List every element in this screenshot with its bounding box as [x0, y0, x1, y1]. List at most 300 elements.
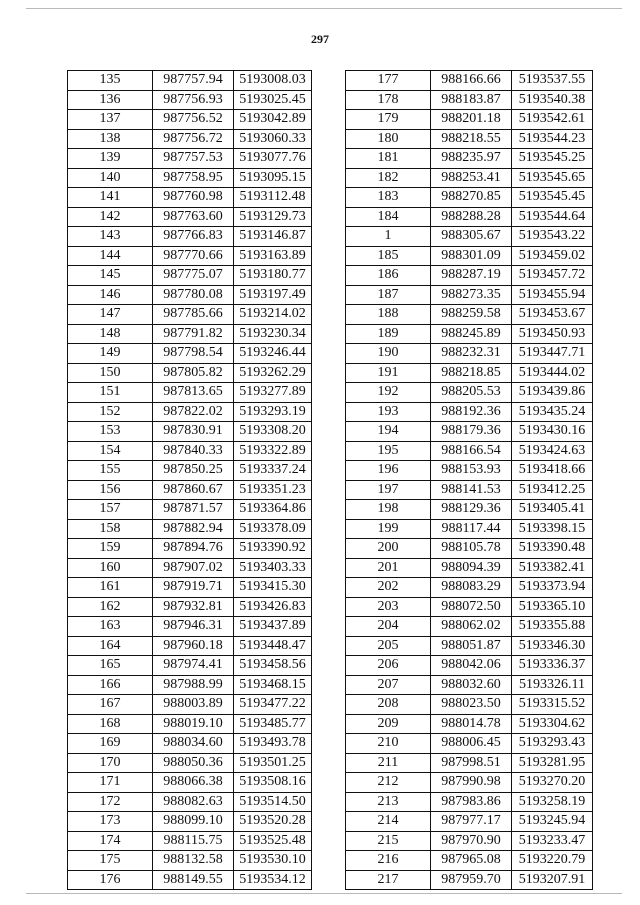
- y-coordinate-cell: 5193493.78: [234, 734, 312, 754]
- x-coordinate-cell: 988132.58: [153, 851, 234, 871]
- y-coordinate-cell: 5193112.48: [234, 188, 312, 208]
- table-row: [346, 539, 593, 559]
- x-coordinate-cell: 987990.98: [431, 773, 512, 793]
- x-coordinate-cell: 987763.60: [153, 207, 234, 227]
- x-coordinate-cell: 987907.02: [153, 558, 234, 578]
- x-coordinate-cell: 987965.08: [431, 851, 512, 871]
- table-row: [346, 71, 593, 91]
- point-number-cell: 184: [346, 207, 431, 227]
- x-coordinate-cell: 988019.10: [153, 714, 234, 734]
- table-row: [68, 149, 312, 169]
- y-coordinate-cell: 5193468.15: [234, 675, 312, 695]
- table-row: [68, 773, 312, 793]
- table-row: [346, 285, 593, 305]
- y-coordinate-cell: 5193457.72: [512, 266, 593, 286]
- point-number-cell: 189: [346, 324, 431, 344]
- table-row: [346, 695, 593, 715]
- x-coordinate-cell: 987988.99: [153, 675, 234, 695]
- x-coordinate-cell: 987894.76: [153, 539, 234, 559]
- point-number-cell: 174: [68, 831, 153, 851]
- table-row: [68, 656, 312, 676]
- point-number-cell: 206: [346, 656, 431, 676]
- x-coordinate-cell: 987959.70: [431, 870, 512, 890]
- y-coordinate-cell: 5193095.15: [234, 168, 312, 188]
- x-coordinate-cell: 988072.50: [431, 597, 512, 617]
- table-row: [68, 363, 312, 383]
- point-number-cell: 165: [68, 656, 153, 676]
- x-coordinate-cell: 988032.60: [431, 675, 512, 695]
- x-coordinate-cell: 988273.35: [431, 285, 512, 305]
- y-coordinate-cell: 5193060.33: [234, 129, 312, 149]
- y-coordinate-cell: 5193540.38: [512, 90, 593, 110]
- table-row: [68, 714, 312, 734]
- y-coordinate-cell: 5193277.89: [234, 383, 312, 403]
- x-coordinate-cell: 987977.17: [431, 812, 512, 832]
- y-coordinate-cell: 5193355.88: [512, 617, 593, 637]
- y-coordinate-cell: 5193008.03: [234, 71, 312, 91]
- x-coordinate-cell: 988232.31: [431, 344, 512, 364]
- y-coordinate-cell: 5193365.10: [512, 597, 593, 617]
- x-coordinate-cell: 987756.93: [153, 90, 234, 110]
- point-number-cell: 166: [68, 675, 153, 695]
- point-number-cell: 173: [68, 812, 153, 832]
- x-coordinate-cell: 987946.31: [153, 617, 234, 637]
- x-coordinate-cell: 988259.58: [431, 305, 512, 325]
- y-coordinate-cell: 5193245.94: [512, 812, 593, 832]
- point-number-cell: 143: [68, 227, 153, 247]
- table-row: [68, 90, 312, 110]
- point-number-cell: 155: [68, 461, 153, 481]
- table-row: [68, 402, 312, 422]
- point-number-cell: 148: [68, 324, 153, 344]
- table-row: [68, 71, 312, 91]
- y-coordinate-cell: 5193542.61: [512, 110, 593, 130]
- point-number-cell: 145: [68, 266, 153, 286]
- table-row: [68, 422, 312, 442]
- x-coordinate-cell: 988166.66: [431, 71, 512, 91]
- table-row: [346, 324, 593, 344]
- y-coordinate-cell: 5193477.22: [234, 695, 312, 715]
- point-number-cell: 211: [346, 753, 431, 773]
- table-row: [68, 675, 312, 695]
- y-coordinate-cell: 5193545.65: [512, 168, 593, 188]
- table-row: [68, 558, 312, 578]
- y-coordinate-cell: 5193258.19: [512, 792, 593, 812]
- table-row: [68, 285, 312, 305]
- x-coordinate-cell: 988094.39: [431, 558, 512, 578]
- point-number-cell: 186: [346, 266, 431, 286]
- point-number-cell: 158: [68, 519, 153, 539]
- table-row: [346, 870, 593, 890]
- y-coordinate-cell: 5193430.16: [512, 422, 593, 442]
- x-coordinate-cell: 987860.67: [153, 480, 234, 500]
- point-number-cell: 202: [346, 578, 431, 598]
- coordinates-table-right: [345, 70, 593, 890]
- x-coordinate-cell: 988183.87: [431, 90, 512, 110]
- table-row: [346, 831, 593, 851]
- point-number-cell: 152: [68, 402, 153, 422]
- point-number-cell: 162: [68, 597, 153, 617]
- x-coordinate-cell: 988218.85: [431, 363, 512, 383]
- table-row: [346, 168, 593, 188]
- table-row: [346, 110, 593, 130]
- point-number-cell: 208: [346, 695, 431, 715]
- y-coordinate-cell: 5193453.67: [512, 305, 593, 325]
- x-coordinate-cell: 987983.86: [431, 792, 512, 812]
- table-row: [68, 207, 312, 227]
- y-coordinate-cell: 5193458.56: [234, 656, 312, 676]
- x-coordinate-cell: 988034.60: [153, 734, 234, 754]
- point-number-cell: 140: [68, 168, 153, 188]
- y-coordinate-cell: 5193437.89: [234, 617, 312, 637]
- table-row: [346, 792, 593, 812]
- x-coordinate-cell: 987756.52: [153, 110, 234, 130]
- page-number: 297: [311, 32, 329, 46]
- table-row: [68, 578, 312, 598]
- x-coordinate-cell: 987919.71: [153, 578, 234, 598]
- table-row: [346, 578, 593, 598]
- table-row: [346, 656, 593, 676]
- point-number-cell: 178: [346, 90, 431, 110]
- table-row: [346, 90, 593, 110]
- x-coordinate-cell: 987775.07: [153, 266, 234, 286]
- table-row: [68, 227, 312, 247]
- x-coordinate-cell: 987780.08: [153, 285, 234, 305]
- point-number-cell: 175: [68, 851, 153, 871]
- point-number-cell: 196: [346, 461, 431, 481]
- x-coordinate-cell: 987882.94: [153, 519, 234, 539]
- point-number-cell: 192: [346, 383, 431, 403]
- point-number-cell: 183: [346, 188, 431, 208]
- x-coordinate-cell: 987998.51: [431, 753, 512, 773]
- table-row: [346, 597, 593, 617]
- table-row: [346, 851, 593, 871]
- x-coordinate-cell: 988117.44: [431, 519, 512, 539]
- x-coordinate-cell: 987770.66: [153, 246, 234, 266]
- x-coordinate-cell: 987798.54: [153, 344, 234, 364]
- y-coordinate-cell: 5193390.92: [234, 539, 312, 559]
- y-coordinate-cell: 5193293.19: [234, 402, 312, 422]
- point-number-cell: 180: [346, 129, 431, 149]
- y-coordinate-cell: 5193390.48: [512, 539, 593, 559]
- table-row: [346, 500, 593, 520]
- point-number-cell: 176: [68, 870, 153, 890]
- table-row: [346, 714, 593, 734]
- table-row: [346, 129, 593, 149]
- y-coordinate-cell: 5193233.47: [512, 831, 593, 851]
- y-coordinate-cell: 5193508.16: [234, 773, 312, 793]
- x-coordinate-cell: 987757.94: [153, 71, 234, 91]
- y-coordinate-cell: 5193180.77: [234, 266, 312, 286]
- y-coordinate-cell: 5193398.15: [512, 519, 593, 539]
- table-row: [346, 812, 593, 832]
- point-number-cell: 197: [346, 480, 431, 500]
- y-coordinate-cell: 5193230.34: [234, 324, 312, 344]
- x-coordinate-cell: 987960.18: [153, 636, 234, 656]
- y-coordinate-cell: 5193412.25: [512, 480, 593, 500]
- table-row: [346, 207, 593, 227]
- table-row: [346, 675, 593, 695]
- x-coordinate-cell: 987758.95: [153, 168, 234, 188]
- x-coordinate-cell: 988149.55: [153, 870, 234, 890]
- y-coordinate-cell: 5193544.64: [512, 207, 593, 227]
- x-coordinate-cell: 987760.98: [153, 188, 234, 208]
- y-coordinate-cell: 5193543.22: [512, 227, 593, 247]
- x-coordinate-cell: 987830.91: [153, 422, 234, 442]
- x-coordinate-cell: 988082.63: [153, 792, 234, 812]
- point-number-cell: 205: [346, 636, 431, 656]
- point-number-cell: 146: [68, 285, 153, 305]
- table-row: [346, 383, 593, 403]
- point-number-cell: 159: [68, 539, 153, 559]
- point-number-cell: 207: [346, 675, 431, 695]
- y-coordinate-cell: 5193501.25: [234, 753, 312, 773]
- x-coordinate-cell: 987840.33: [153, 441, 234, 461]
- point-number-cell: 139: [68, 149, 153, 169]
- point-number-cell: 160: [68, 558, 153, 578]
- point-number-cell: 172: [68, 792, 153, 812]
- x-coordinate-cell: 988235.97: [431, 149, 512, 169]
- x-coordinate-cell: 987756.72: [153, 129, 234, 149]
- x-coordinate-cell: 988042.06: [431, 656, 512, 676]
- table-row: [68, 461, 312, 481]
- point-number-cell: 182: [346, 168, 431, 188]
- x-coordinate-cell: 988006.45: [431, 734, 512, 754]
- y-coordinate-cell: 5193545.45: [512, 188, 593, 208]
- y-coordinate-cell: 5193378.09: [234, 519, 312, 539]
- x-coordinate-cell: 988050.36: [153, 753, 234, 773]
- bottom-rule: [26, 893, 622, 894]
- point-number-cell: 153: [68, 422, 153, 442]
- y-coordinate-cell: 5193544.23: [512, 129, 593, 149]
- x-coordinate-cell: 988201.18: [431, 110, 512, 130]
- table-row: [346, 266, 593, 286]
- point-number-cell: 137: [68, 110, 153, 130]
- y-coordinate-cell: 5193025.45: [234, 90, 312, 110]
- x-coordinate-cell: 988288.28: [431, 207, 512, 227]
- table-row: [346, 753, 593, 773]
- table-row: [346, 402, 593, 422]
- table-row: [68, 344, 312, 364]
- table-row: [68, 753, 312, 773]
- x-coordinate-cell: 988287.19: [431, 266, 512, 286]
- y-coordinate-cell: 5193435.24: [512, 402, 593, 422]
- table-row: [346, 305, 593, 325]
- table-row: [68, 168, 312, 188]
- table-row: [68, 851, 312, 871]
- table-row: [346, 188, 593, 208]
- x-coordinate-cell: 988105.78: [431, 539, 512, 559]
- y-coordinate-cell: 5193444.02: [512, 363, 593, 383]
- table-row: [68, 792, 312, 812]
- y-coordinate-cell: 5193262.29: [234, 363, 312, 383]
- table-row: [68, 441, 312, 461]
- y-coordinate-cell: 5193403.33: [234, 558, 312, 578]
- x-coordinate-cell: 988099.10: [153, 812, 234, 832]
- point-number-cell: 188: [346, 305, 431, 325]
- x-coordinate-cell: 988218.55: [431, 129, 512, 149]
- x-coordinate-cell: 988245.89: [431, 324, 512, 344]
- y-coordinate-cell: 5193197.49: [234, 285, 312, 305]
- point-number-cell: 193: [346, 402, 431, 422]
- table-row: [68, 519, 312, 539]
- point-number-cell: 209: [346, 714, 431, 734]
- table-row: [346, 461, 593, 481]
- table-row: [68, 870, 312, 890]
- y-coordinate-cell: 5193459.02: [512, 246, 593, 266]
- table-row: [346, 422, 593, 442]
- y-coordinate-cell: 5193514.50: [234, 792, 312, 812]
- point-number-cell: 213: [346, 792, 431, 812]
- point-number-cell: 150: [68, 363, 153, 383]
- x-coordinate-cell: 987850.25: [153, 461, 234, 481]
- point-number-cell: 141: [68, 188, 153, 208]
- table-row: [68, 539, 312, 559]
- y-coordinate-cell: 5193418.66: [512, 461, 593, 481]
- y-coordinate-cell: 5193042.89: [234, 110, 312, 130]
- table-row: [68, 266, 312, 286]
- table-row: [68, 110, 312, 130]
- point-number-cell: 161: [68, 578, 153, 598]
- y-coordinate-cell: 5193336.37: [512, 656, 593, 676]
- point-number-cell: 136: [68, 90, 153, 110]
- y-coordinate-cell: 5193450.93: [512, 324, 593, 344]
- table-body-left: [68, 71, 312, 890]
- point-number-cell: 195: [346, 441, 431, 461]
- y-coordinate-cell: 5193077.76: [234, 149, 312, 169]
- y-coordinate-cell: 5193315.52: [512, 695, 593, 715]
- table-row: [346, 227, 593, 247]
- y-coordinate-cell: 5193207.91: [512, 870, 593, 890]
- point-number-cell: 203: [346, 597, 431, 617]
- point-number-cell: 177: [346, 71, 431, 91]
- x-coordinate-cell: 988192.36: [431, 402, 512, 422]
- point-number-cell: 170: [68, 753, 153, 773]
- y-coordinate-cell: 5193415.30: [234, 578, 312, 598]
- point-number-cell: 1: [346, 227, 431, 247]
- y-coordinate-cell: 5193424.63: [512, 441, 593, 461]
- y-coordinate-cell: 5193530.10: [234, 851, 312, 871]
- table-body-right: [346, 71, 593, 890]
- table-row: [68, 636, 312, 656]
- table-row: [346, 773, 593, 793]
- x-coordinate-cell: 988166.54: [431, 441, 512, 461]
- x-coordinate-cell: 987970.90: [431, 831, 512, 851]
- point-number-cell: 215: [346, 831, 431, 851]
- table-row: [68, 500, 312, 520]
- y-coordinate-cell: 5193304.62: [512, 714, 593, 734]
- x-coordinate-cell: 988129.36: [431, 500, 512, 520]
- table-row: [346, 734, 593, 754]
- point-number-cell: 190: [346, 344, 431, 364]
- table-row: [68, 129, 312, 149]
- table-row: [68, 246, 312, 266]
- x-coordinate-cell: 988301.09: [431, 246, 512, 266]
- point-number-cell: 204: [346, 617, 431, 637]
- table-row: [346, 558, 593, 578]
- y-coordinate-cell: 5193270.20: [512, 773, 593, 793]
- point-number-cell: 135: [68, 71, 153, 91]
- table-row: [346, 519, 593, 539]
- x-coordinate-cell: 987805.82: [153, 363, 234, 383]
- coordinates-table-left: [67, 70, 312, 890]
- table-row: [346, 363, 593, 383]
- y-coordinate-cell: 5193326.11: [512, 675, 593, 695]
- point-number-cell: 151: [68, 383, 153, 403]
- point-number-cell: 156: [68, 480, 153, 500]
- point-number-cell: 214: [346, 812, 431, 832]
- table-row: [68, 480, 312, 500]
- table-row: [346, 441, 593, 461]
- point-number-cell: 216: [346, 851, 431, 871]
- x-coordinate-cell: 987766.83: [153, 227, 234, 247]
- y-coordinate-cell: 5193439.86: [512, 383, 593, 403]
- y-coordinate-cell: 5193537.55: [512, 71, 593, 91]
- table-row: [346, 636, 593, 656]
- y-coordinate-cell: 5193163.89: [234, 246, 312, 266]
- y-coordinate-cell: 5193545.25: [512, 149, 593, 169]
- y-coordinate-cell: 5193520.28: [234, 812, 312, 832]
- y-coordinate-cell: 5193337.24: [234, 461, 312, 481]
- point-number-cell: 157: [68, 500, 153, 520]
- top-rule: [26, 8, 622, 9]
- y-coordinate-cell: 5193364.86: [234, 500, 312, 520]
- y-coordinate-cell: 5193485.77: [234, 714, 312, 734]
- x-coordinate-cell: 988179.36: [431, 422, 512, 442]
- x-coordinate-cell: 988014.78: [431, 714, 512, 734]
- y-coordinate-cell: 5193426.83: [234, 597, 312, 617]
- point-number-cell: 147: [68, 305, 153, 325]
- x-coordinate-cell: 987871.57: [153, 500, 234, 520]
- table-row: [346, 246, 593, 266]
- table-row: [68, 188, 312, 208]
- y-coordinate-cell: 5193534.12: [234, 870, 312, 890]
- point-number-cell: 168: [68, 714, 153, 734]
- x-coordinate-cell: 988023.50: [431, 695, 512, 715]
- x-coordinate-cell: 987785.66: [153, 305, 234, 325]
- table-row: [346, 149, 593, 169]
- x-coordinate-cell: 987813.65: [153, 383, 234, 403]
- x-coordinate-cell: 988003.89: [153, 695, 234, 715]
- point-number-cell: 191: [346, 363, 431, 383]
- point-number-cell: 154: [68, 441, 153, 461]
- x-coordinate-cell: 988153.93: [431, 461, 512, 481]
- table-row: [68, 695, 312, 715]
- point-number-cell: 200: [346, 539, 431, 559]
- x-coordinate-cell: 987932.81: [153, 597, 234, 617]
- table-row: [68, 617, 312, 637]
- point-number-cell: 142: [68, 207, 153, 227]
- table-row: [346, 617, 593, 637]
- y-coordinate-cell: 5193214.02: [234, 305, 312, 325]
- table-row: [68, 831, 312, 851]
- y-coordinate-cell: 5193322.89: [234, 441, 312, 461]
- x-coordinate-cell: 987974.41: [153, 656, 234, 676]
- y-coordinate-cell: 5193220.79: [512, 851, 593, 871]
- x-coordinate-cell: 988051.87: [431, 636, 512, 656]
- point-number-cell: 149: [68, 344, 153, 364]
- table-row: [68, 734, 312, 754]
- point-number-cell: 181: [346, 149, 431, 169]
- x-coordinate-cell: 988305.67: [431, 227, 512, 247]
- table-row: [68, 383, 312, 403]
- point-number-cell: 138: [68, 129, 153, 149]
- y-coordinate-cell: 5193246.44: [234, 344, 312, 364]
- y-coordinate-cell: 5193351.23: [234, 480, 312, 500]
- x-coordinate-cell: 988141.53: [431, 480, 512, 500]
- point-number-cell: 179: [346, 110, 431, 130]
- x-coordinate-cell: 988083.29: [431, 578, 512, 598]
